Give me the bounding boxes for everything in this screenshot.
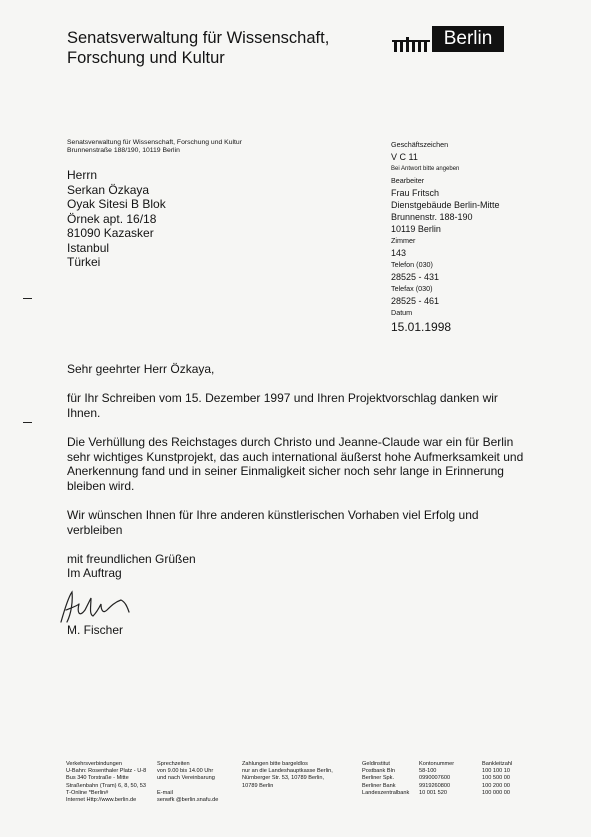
footer-line: 100 500 00: [482, 775, 510, 782]
date-label: Datum: [391, 308, 413, 317]
footer-line: E-mail: [157, 789, 173, 796]
letter-date: 15.01.1998: [391, 320, 452, 334]
footer-line: T-Online *Berlin#: [66, 789, 109, 796]
footer-line: von 9.00 bis 14.00 Uhr: [157, 768, 214, 775]
berlin-logo: [392, 26, 504, 52]
recipient-address: [67, 168, 166, 270]
reference-note: Bei Antwort bitte angeben: [391, 166, 460, 172]
letterhead-title-line2: Forschung und Kultur: [67, 49, 225, 67]
sender-line1: Senatsverwaltung für Wissenschaft, Forschung und Kultur: [67, 139, 242, 146]
fax-label: Telefax (030): [391, 284, 433, 293]
footer-line: 10 001 520: [419, 789, 447, 796]
recipient-line: Türkei: [67, 255, 101, 269]
footer-line: Internet Http://www.berlin.de: [66, 797, 137, 804]
sender-return-address: [67, 139, 242, 155]
footer-line: 100 200 00: [482, 782, 510, 789]
berlin-bear-bars-icon: [392, 33, 430, 52]
footer-account-numbers: [419, 761, 469, 797]
office-street: Brunnenstr. 188-190: [391, 212, 473, 222]
handler-name: Frau Fritsch: [391, 188, 440, 198]
footer-line: und nach Vereinbarung: [157, 775, 215, 782]
hole-mark: [23, 422, 32, 423]
footer-bank-codes: [482, 761, 532, 797]
paragraph-wishes: Wir wünschen Ihnen für Ihre anderen künstlerischen Vorhaben viel Erfolg und verbleiben: [67, 507, 479, 537]
paragraph-thanks: für Ihr Schreiben vom 15. Dezember 1997 und Ihren Projektvorschlag danken wir Ihnen.: [67, 391, 498, 420]
recipient-line: Istanbul: [67, 240, 110, 255]
phone-number: 28525 - 431: [391, 272, 440, 282]
footer-line: 9919260800: [419, 782, 451, 789]
recipient-line: Serkan Özkaya: [67, 182, 150, 197]
recipient-line: Herrn: [67, 168, 98, 182]
room-label: Zimmer: [391, 236, 416, 245]
handler-label: Bearbeiter: [391, 176, 425, 185]
footer-line: Kontonummer: [419, 761, 455, 767]
footer-line: 10789 Berlin: [242, 782, 274, 789]
reference-block: [391, 139, 500, 333]
fold-mark: [23, 298, 32, 299]
footer-line: 100 000 00: [482, 789, 510, 796]
footer-line: 58-100: [419, 768, 437, 775]
letterhead-title: [67, 28, 329, 68]
footer-line: U-Bahn: Rosenthaler Platz - U-8: [66, 768, 147, 775]
footer-hours: [157, 761, 237, 804]
footer-line: Berliner Spk.: [362, 775, 395, 782]
footer-line: nur an die Landeshauptkasse Berlin,: [242, 768, 333, 775]
berlin-logo-text: Berlin: [432, 26, 504, 52]
footer-line: senwfk @berlin.snafu.de: [157, 797, 219, 803]
footer-line: Zahlungen bitte bargeldlos: [242, 761, 308, 767]
footer-line: Verkehrsverbindungen: [66, 761, 122, 767]
reference-value: V C 11: [391, 152, 418, 162]
footer-line: Berliner Bank: [362, 782, 396, 789]
salutation: Sehr geehrter Herr Özkaya,: [67, 362, 215, 376]
footer-line: 0990007600: [419, 775, 451, 782]
reference-label: Geschäftszeichen: [391, 140, 449, 149]
room-number: 143: [391, 248, 407, 258]
handwritten-signature: [55, 588, 135, 628]
recipient-line: Oyak Sitesi B Blok: [67, 197, 166, 211]
office-building: Dienstgebäude Berlin-Mitte: [391, 200, 500, 210]
letterhead-title-line1: Senatsverwaltung für Wissenschaft,: [67, 29, 330, 47]
closing-regards: mit freundlichen Grüßen: [67, 551, 196, 566]
fax-number: 28525 - 461: [391, 296, 440, 306]
footer-transport: [66, 761, 156, 804]
footer-payments: [242, 761, 357, 790]
footer-line: Postbank Bln: [362, 768, 395, 775]
sender-line2: Brunnenstraße 188/190, 10119 Berlin: [67, 147, 180, 154]
footer-line: Landeszentralbank: [362, 789, 410, 796]
office-city: 10119 Berlin: [391, 224, 441, 234]
signatory-name: M. Fischer: [67, 623, 124, 637]
letter-body: [67, 362, 527, 581]
footer-line: [157, 783, 237, 790]
closing-on-behalf: Im Auftrag: [67, 566, 122, 581]
footer-line: Straßenbahn (Tram) 6, 8, 50, 53: [66, 782, 147, 789]
recipient-line: Örnek apt. 16/18: [67, 211, 157, 226]
footer-line: 100 100 10: [482, 768, 510, 775]
footer-line: Bus 340 Torstraße - Mitte: [66, 775, 129, 782]
footer-line: Geldinstitut: [362, 761, 390, 767]
footer-line: Nürnberger Str. 53, 10789 Berlin,: [242, 775, 325, 782]
paragraph-reichstag: Die Verhüllung des Reichstages durch Christo und Jeanne-Claude war ein für Berlin sehr wichtiges Kunstprojekt, das auch international äußerst hohe Aufmerksamkeit und Anerkennung fand und in seiner Einmaligkeit sicher noch sehr lange in Erinnerung bleiben wird.: [67, 434, 524, 493]
footer-line: Sprechzeiten: [157, 761, 190, 767]
phone-label: Telefon (030): [391, 260, 433, 269]
footer-bank-institutes: [362, 761, 417, 797]
footer-line: Bankleitzahl: [482, 761, 513, 767]
recipient-line: 81090 Kazasker: [67, 226, 154, 240]
